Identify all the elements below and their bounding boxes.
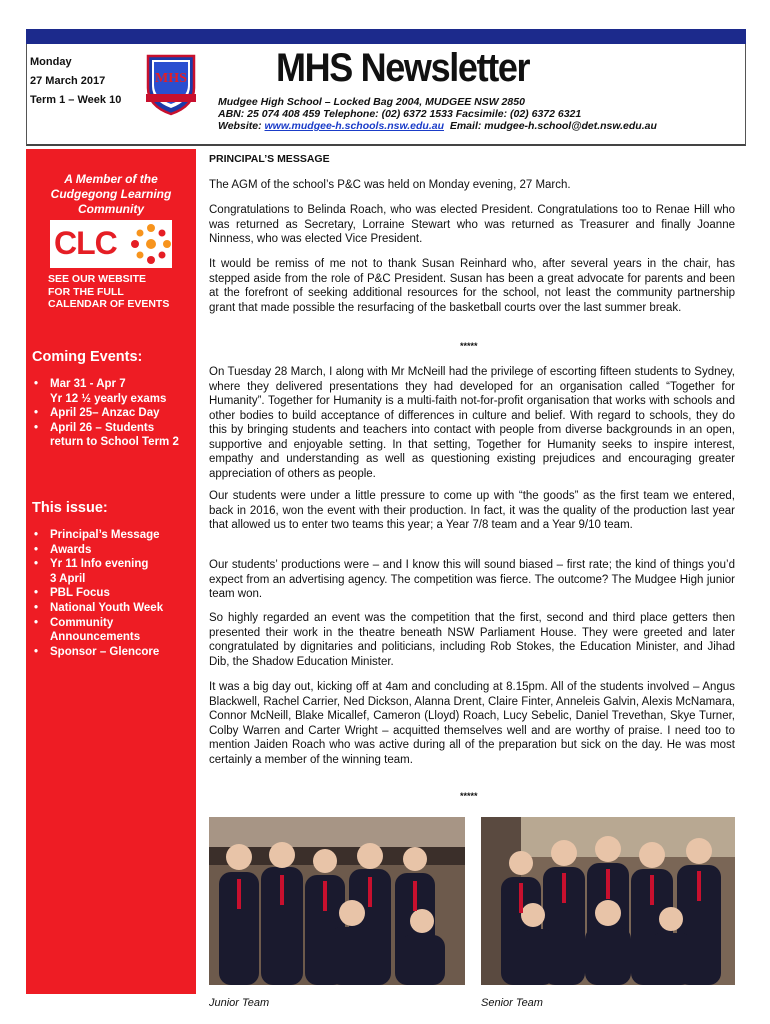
paragraph [209,178,735,193]
list-item [32,616,163,645]
website-note-line: CALENDAR OF EVENTS [48,298,170,310]
crest-letters: MHS [155,71,187,86]
issue-line: • Community [50,616,114,629]
paragraph [209,680,735,767]
junior-team-photo [209,817,465,985]
paragraph [209,489,735,533]
event-line: return to School Term 2 [50,436,179,449]
paragraph [209,257,735,315]
list-item [32,557,163,586]
paragraph [209,558,735,602]
issue-term: Term 1 – Week 10 [30,94,122,106]
issue-line: • Awards [50,543,92,556]
issue-line: • Sponsor – Glencore [50,645,160,658]
website-note-line: FOR THE FULL [48,285,124,298]
paragraph-text: Congratulations to Belinda Roach, who was elected President. Congratulations too to Renae Hill who was returned as Secretary, Lorraine Stewart who was returned as Treasurer and finally Joanne Ninness, who was elected Vice President. [209,204,735,245]
event-line: Yr 12 ½ yearly exams [50,392,167,405]
email-address[interactable]: mudgee-h.school@det.nsw.edu.au [484,120,657,132]
section-heading: PRINCIPAL’S MESSAGE [209,153,330,165]
list-item [32,528,163,543]
list-item [32,406,179,421]
clc-logo [50,220,172,268]
paragraph-text: So highly regarded an event was the competition that the first, second and third place getters then presented their work in the theatre beneath NSW Parliament House. They were greeted and later congratulated by dignitaries and politicians, including Rob Stokes, the Education Minister, and Jihad Dib, the Shadow Education Minister. [209,612,735,668]
separator: ***** [460,791,478,801]
paragraph-text: The AGM of the school’s P&C was held on Monday evening, 27 March. [209,179,571,191]
caption-junior-team: Junior Team [209,997,270,1009]
issue-line: • Yr 11 Info evening [50,558,149,571]
issue-date: 27 March 2017 [30,75,106,87]
email-label: Email: [449,120,482,132]
coming-events-title: Coming Events: [32,349,143,365]
school-abn-phone: ABN: 25 074 408 459 Telephone: (02) 6372 1533 Facsimile: (02) 6372 6321 [218,108,582,120]
list-item [32,586,163,601]
clc-logo-text: CLC [54,225,117,261]
issue-line: • National Youth Week [50,601,164,614]
event-line: • Mar 31 - Apr 7 [50,378,126,390]
list-item [32,377,179,406]
group-photo-image [481,817,735,985]
school-contact-line [218,120,657,132]
list-item [32,645,163,660]
event-line: • April 26 – Students [50,421,155,434]
website-note-line: SEE OUR WEBSITE [48,273,147,285]
school-crest-icon [144,52,198,116]
event-line: • April 25– Anzac Day [50,407,160,420]
paragraph [209,203,735,247]
issue-day: Monday [30,56,72,68]
paragraph-text: It was a big day out, kicking off at 4am and concluding at 8.15pm. All of the students involved – Angus Blackwell, Rachel Carrier, Ned Dickson, Alanna Drent, Claire Finter, Anneleis Galvin, Alexis McNamara, Connor McNeill, Blake Micallef, Cameron (Lloyd) Roach, Lucy Sebelic, Daniel Trevethan, Skye Turner, Colby Warren and Carter Wright – acquitted themselves well and are worthy of praise. I need too to mention Jaiden Roach who was active during all of the preparation but sick on the day. He was most certainly a member of the winning team. [209,681,735,766]
coming-events-list [32,377,179,450]
newsletter-title: MHS Newsletter [276,46,530,90]
this-issue-list [32,528,163,659]
list-item [32,543,163,558]
paragraph-text: On Tuesday 28 March, I along with Mr McNeill had the privilege of escorting fifteen students to Sydney, where they delivered presentations they had developed for an organisation called “Together for Humanity”. Together for Humanity is a multi-faith not-for-profit organisation that works with schools and other bodies to build acceptance of differences in culture and belief. With regard to schools, they do this by bringing students and teachers into contact with people from diverse backgrounds in an open, supportive and enjoyable setting. In that setting, Together for Humanity seeks to inspire interest, empathy and understanding as well as questioning existing prejudices and encouraging greater appreciation of others as people. [209,366,735,480]
header-top-bar [26,29,746,44]
clc-sunburst-icon [130,222,172,266]
paragraph-text: It would be remiss of me not to thank Susan Reinhard who, after several years in the chair, has stepped aside from the role of P&C President. Susan has been a great advocate for parents and been at the forefront of seeking additional resources for the school, not least the community partnership grant that made possible the resurfacing of the basketball courts over the last summer break. [209,258,735,314]
issue-line: • PBL Focus [50,587,110,600]
senior-team-photo [481,817,735,985]
issue-line: • Principal’s Message [50,529,160,541]
group-photo-image [209,817,465,985]
separator: ***** [460,341,478,351]
list-item [32,421,179,450]
paragraph [209,365,735,481]
school-address: Mudgee High School – Locked Bag 2004, MUDGEE NSW 2850 [218,96,525,108]
issue-line: Announcements [50,631,141,644]
paragraph-text: Our students were under a little pressure to come up with “the goods” as the first team we entered, back in 2016, won the event with their production. In fact, it was the quality of the production last year that allowed us to enter two teams this year; a Year 7/8 team and a Year 9/10 team. [209,490,735,531]
website-label: Website: [218,120,262,132]
caption-senior-team: Senior Team [481,997,543,1009]
paragraph-text: Our students’ productions were – and I know this will sound biased – first rate; the kind of things you’d expect from an advertising agency. The competition was fierce. The outcome? The Mudgee High junior team won. [209,559,735,600]
website-note[interactable] [48,273,193,311]
website-link[interactable]: www.mudgee-h.schools.nsw.edu.au [264,120,444,132]
this-issue-title: This issue: [32,500,108,516]
paragraph [209,611,735,669]
list-item [32,601,163,616]
member-text: A Member of the Cudgegong Learning Community [50,172,172,216]
issue-line: 3 April [50,572,86,585]
